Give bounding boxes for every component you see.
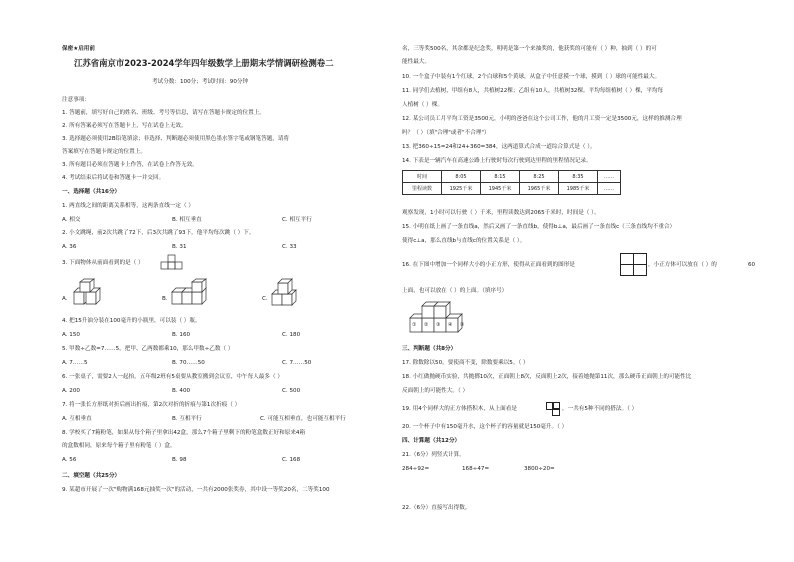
option: A. 36 [62, 244, 77, 250]
question-16-tail: 60 [748, 262, 756, 268]
option: A. 相交 [62, 217, 81, 223]
note-item: 2. 所有答案必须写在答题卡上，写在试卷上无效。 [62, 123, 187, 129]
page-title: 江苏省南京市2023-2024学年四年级数学上册期末学情调研检测卷二 [74, 58, 334, 68]
option-label: A. [62, 296, 68, 302]
table-row [403, 171, 621, 183]
notes-heading: 注意事项： [62, 97, 90, 103]
question-1: 1. 两直线之间的距离关系相等，这两条直线一定（ ） [62, 203, 194, 209]
calc-item: 284÷92= [402, 466, 430, 472]
question-22: 22.（6分）直接写出得数。 [402, 505, 471, 511]
question-20: 20. 一个杯子中有150毫升水，这个杯子的容量就是150毫升。（ ） [402, 424, 568, 430]
mileage-table [402, 170, 621, 195]
question-15: 15. 小明在纸上画了一条直线a，然后又画了一条直线b，使得b⊥a，最后画了一条直线c（三条直线均不重合） [402, 224, 676, 230]
table-cell: 里程读数 [403, 183, 442, 195]
option: A. 互相垂直 [62, 416, 92, 422]
q3-figure [160, 253, 184, 271]
question-14: 14. 下表是一辆汽车在高速公路上行驶时每次行驶到达里程的里程情况记录。 [402, 158, 592, 164]
cube-label: ① [412, 322, 417, 328]
question-8-cont: 的盒数相同，原来每个箱子里有粉笔（ ）盒。 [62, 443, 176, 449]
table-cell: 1945千米 [481, 183, 520, 195]
cube-label: ③ [436, 322, 441, 328]
question-10: 10. 一个盒子中装有1个红球，2个白球和5个黄球，从盒子中任意摸一个球，摸到（ ）球的可能性最大。 [402, 74, 661, 80]
question-9: 9. 某超市开展了一次"购物满168元抽奖一次"的活动，一共有2000张奖券，其中设一等奖20名，二等奖100 [62, 487, 330, 493]
question-13: 13. 把360÷15=24和24+360=384，这两道算式合成一道综合算式是（ ）。 [402, 144, 596, 150]
question-8: 8. 学校买了7箱粉笔，如果从每个箱子里拿出42盒，那么7个箱子里剩下的粉笔盒数正好和原来4箱 [62, 430, 306, 436]
option-label: B. [162, 296, 168, 302]
question-4: 4. 把15升油分装在100毫升的小瓶里，可以装（ ）瓶。 [62, 318, 201, 324]
note-item: 4. 考试结束后将试卷和答题卡一并交回。 [62, 175, 165, 181]
option: B. 31 [172, 244, 187, 250]
option: A. 56 [62, 457, 77, 463]
cube-label: ② [424, 322, 429, 328]
cube-stack-figure [408, 300, 480, 336]
question-16-cont: 上面，也可以放在（ ）的上面。（填序号） [402, 288, 508, 294]
table-cell: 8:35 [559, 171, 598, 183]
option: C. 相互平行 [282, 217, 312, 223]
table-cell: 8:05 [442, 171, 481, 183]
option: C. 168 [282, 457, 301, 463]
cube-label: ④ [448, 322, 453, 328]
table-cell: 时间 [403, 171, 442, 183]
question-11-cont: 人植树（ ）棵。 [402, 102, 443, 108]
question-9-cont: 能性最大。 [402, 59, 430, 65]
table-cell: 8:15 [481, 171, 520, 183]
square-icon [633, 264, 647, 276]
section-heading: 三、判断题（共8分） [402, 346, 457, 352]
option: C. 33 [282, 244, 297, 250]
question-21: 21.（6分）列竖式计算。 [402, 452, 465, 458]
option: B. 160 [172, 332, 191, 338]
question-16-mid: ，小正方体可以放在（ ）的 [648, 262, 717, 268]
cube-option-b [170, 278, 214, 308]
note-item: 答案填写在答题卡规定的位置上。 [62, 149, 146, 155]
option: B. 70……50 [172, 360, 205, 366]
calc-item: 168÷47= [462, 466, 490, 472]
question-9-cont: 名，三等奖500名，其余都是纪念奖。明明是第一个来抽奖的，他获奖的可能有（ ）种，抽到（ ）的可 [402, 46, 657, 52]
square-icon [552, 408, 560, 416]
option: B. 98 [172, 457, 187, 463]
section-heading: 二、填空题（共25分） [62, 473, 121, 479]
question-7: 7. 将一张长方形纸对折后画出折痕，第2次对折的折痕与第1次折痕（ ） [62, 402, 241, 408]
option: C. 180 [282, 332, 301, 338]
question-3: 3. 下面物体从前面看到的是（ ） [62, 260, 144, 266]
table-cell: 1985千米 [559, 183, 598, 195]
question-5: 5. 甲数÷乙数=7……5，把甲、乙两数都乘10，那么甲数÷乙数（ ） [62, 346, 234, 352]
question-17: 17. 除数除以50，要使商不变，除数要乘以5。（ ） [402, 360, 529, 366]
table-cell: …… [598, 171, 621, 183]
calc-item: 3800÷20= [524, 466, 555, 472]
option: A. 150 [62, 332, 80, 338]
question-12-cont: 吗？（ ）（填"合理"或者"不合理"） [402, 130, 490, 136]
option: B. 互相平行 [172, 416, 202, 422]
section-heading: 一、选择题（共16分） [62, 189, 121, 195]
option: C. 7……50 [282, 360, 312, 366]
question-12: 12. 某公司员工月平均工资是3500元，小明的爸爸在这个公司工作，他的月工资一定是3500元，这样的推测合理 [402, 116, 682, 122]
question-2: 2. 小文跳绳，前2次共跳了72下，后3次共跳了93下，他平均每次跳（ ）下。 [62, 230, 255, 236]
question-11: 11. 同学们去植树，甲组有8人，共植树22棵；乙组有10人，共植树32棵。平均每组植树（ ）棵，平均每 [402, 88, 664, 94]
table-cell: 8:25 [520, 171, 559, 183]
option: A. 7……5 [62, 360, 88, 366]
question-19: 19. 用4个同样大的正方体搭积木，从上面看是 [402, 406, 517, 412]
note-item: 3. 选择题必须使用2B铅笔填涂；非选择、判断题必须使用黑色墨水签字笔或钢笔答题，请将 [62, 136, 290, 142]
cube-option-a [72, 278, 112, 308]
cube-label: ⑤ [460, 322, 465, 328]
question-14-cont: 观察发现，1小时可以行驶（ ）千米，里程读数达到2065千米时，时间是（ ）。 [402, 210, 600, 216]
left-column [62, 0, 392, 562]
option: C. 可能互相垂直，也可能互相平行 [260, 416, 346, 422]
square-icon [620, 264, 634, 276]
question-18: 18. 小红做抛硬币实验，共抛掷10次，正面朝上8次，反面朝上2次，接着她抛第11次，那么硬币正面朝上的可能性比 [402, 374, 692, 380]
note-item: 1. 答题前，填写好自己的姓名、班级、考号等信息，请写在答题卡规定的位置上。 [62, 110, 265, 116]
table-cell: 1925千米 [442, 183, 481, 195]
option: C. 500 [282, 388, 301, 394]
option: B. 400 [172, 388, 191, 394]
question-6: 6. 一张桌子，需要2人一起抬。五年级2班有5桌要从教室搬到会议室，中午每人最多（ ） [62, 374, 283, 380]
table-cell: …… [598, 183, 621, 195]
right-column [402, 0, 762, 562]
question-15-cont: 使得c⊥a，那么直线b与直线c的位置关系是（ ）。 [402, 238, 526, 244]
secret-label: 保密★启用前 [62, 46, 95, 52]
table-row [403, 183, 621, 195]
section-heading: 四、计算题（共12分） [402, 438, 461, 444]
question-16: 16. 在下图中增加一个同样大小的小正方形，使得从正面看到的图形是 [402, 262, 575, 268]
option: A. 200 [62, 388, 80, 394]
option-label: C. [262, 296, 268, 302]
note-item: 3. 所有题目必须在答题卡上作答，在试卷上作答无效。 [62, 162, 198, 168]
option: B. 相互垂直 [172, 217, 202, 223]
question-18-cont: 反面朝上的可能性大。（ ） [402, 388, 469, 394]
question-19-cont: ，一共有5种不同的搭法。（ ） [562, 406, 638, 412]
cube-option-c [270, 278, 310, 308]
table-cell: 1965千米 [520, 183, 559, 195]
exam-info: 考试分数：100分；考试时间：90分钟 [152, 79, 249, 85]
